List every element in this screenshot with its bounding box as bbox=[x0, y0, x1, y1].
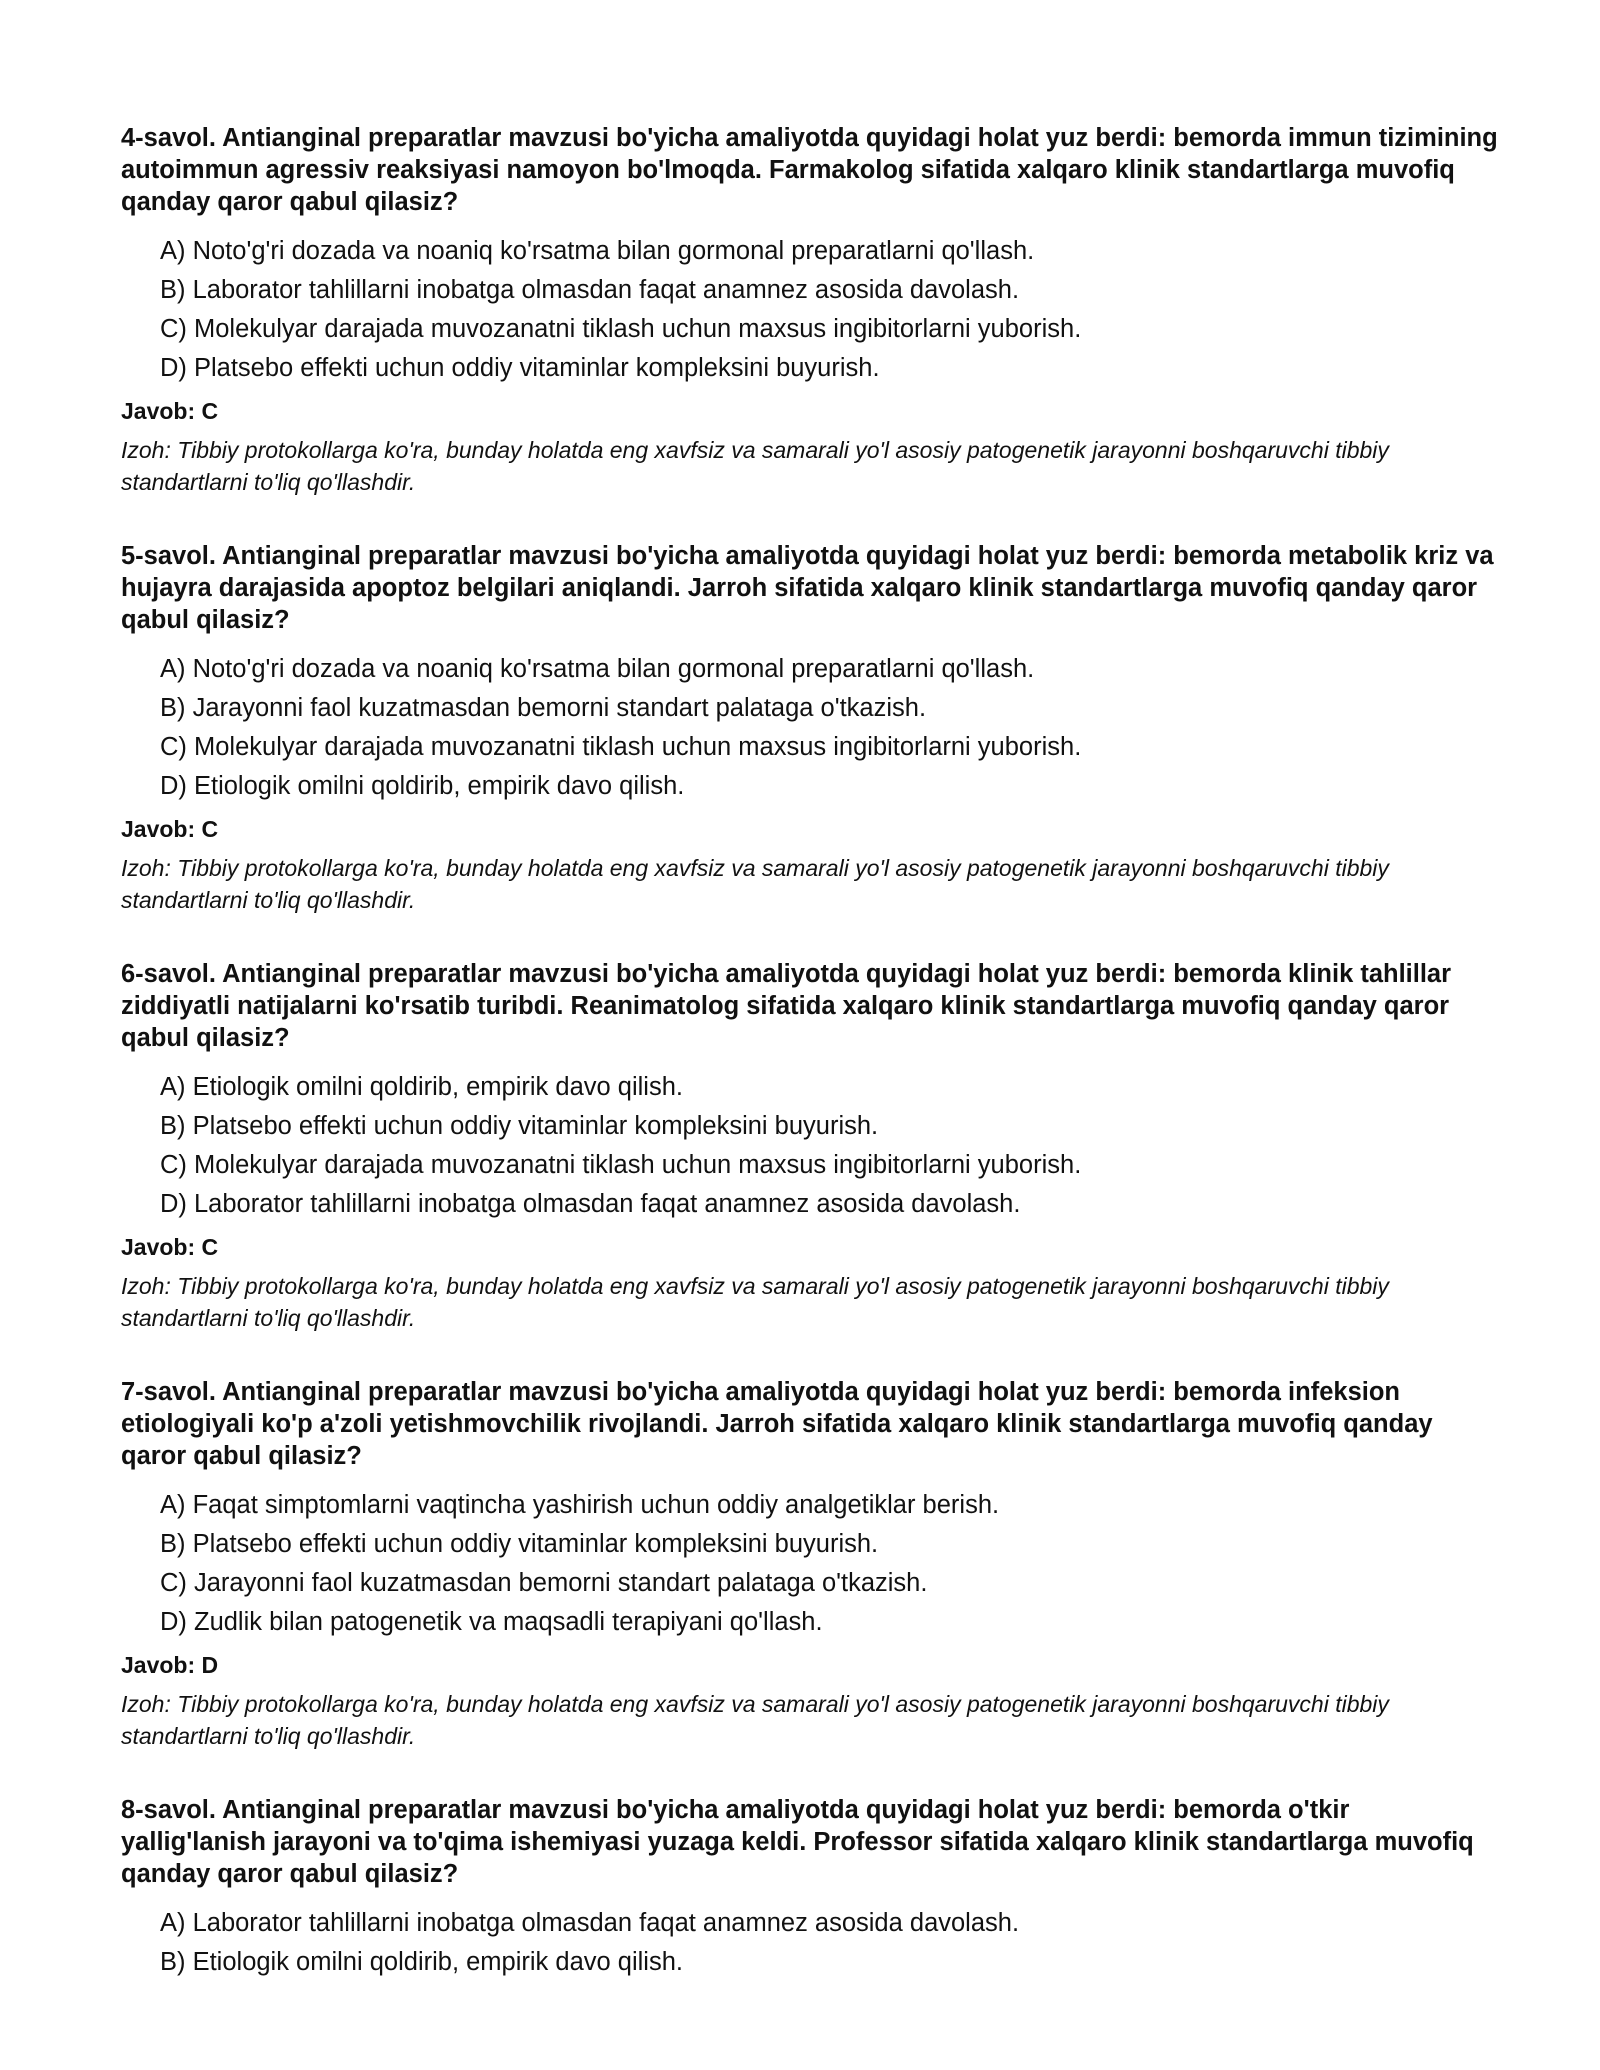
option-b: B) Platsebo effekti uchun oddiy vitaminlar kompleksini buyurish. bbox=[160, 1530, 879, 1558]
option-a: A) Noto'g'ri dozada va noaniq ko'rsatma bilan gormonal preparatlarni qo'llash. bbox=[160, 655, 1035, 683]
option-b: B) Jarayonni faol kuzatmasdan bemorni standart palataga o'tkazish. bbox=[160, 694, 927, 722]
option-d: D) Etiologik omilni qoldirib, empirik davo qilish. bbox=[160, 772, 685, 800]
explanation-note: Izoh: Tibbiy protokollarga ko'ra, bunday holatda eng xavfsiz va samarali yo'l asosiy patogenetik jarayonni boshqaruvchi tibbiy standartlarni to'liq qo'llashdir. bbox=[121, 855, 1389, 913]
option-list bbox=[121, 232, 1501, 388]
option-c: C) Molekulyar darajada muvozanatni tiklash uchun maxsus ingibitorlarni yuborish. bbox=[160, 1151, 1082, 1179]
option-a: A) Noto'g'ri dozada va noaniq ko'rsatma bilan gormonal preparatlarni qo'llash. bbox=[160, 237, 1035, 265]
question-title: 5-savol. Antianginal preparatlar mavzusi bo'yicha amaliyotda quyidagi holat yuz berdi: bemorda metabolik kriz va hujayra darajasida apoptoz belgilari aniqlandi. Jarroh sifatida xalqaro klinik standartlarga muvofiq qanday qaror qabul qilasiz? bbox=[121, 542, 1494, 634]
question-title: 7-savol. Antianginal preparatlar mavzusi bo'yicha amaliyotda quyidagi holat yuz berdi: bemorda infeksion etiologiyali ko'p a'zoli yetishmovchilik rivojlandi. Jarroh sifatida xalqaro klinik standartlarga muvofiq qanday qaror qabul qilasiz? bbox=[121, 1378, 1433, 1470]
question-title: 4-savol. Antianginal preparatlar mavzusi bo'yicha amaliyotda quyidagi holat yuz berdi: bemorda immun tizimining autoimmun agressiv reaksiyasi namoyon bo'lmoqda. Farmakolog sifatida xalqaro klinik standartlarga muvofiq qanday qaror qabul qilasiz? bbox=[121, 124, 1498, 216]
option-c: C) Jarayonni faol kuzatmasdan bemorni standart palataga o'tkazish. bbox=[160, 1569, 928, 1597]
option-list bbox=[121, 650, 1501, 806]
document-page bbox=[121, 122, 1501, 1982]
question-7 bbox=[121, 1376, 1501, 1752]
question-title: 8-savol. Antianginal preparatlar mavzusi bo'yicha amaliyotda quyidagi holat yuz berdi: bemorda o'tkir yallig'lanish jarayoni va to'qima ishemiyasi yuzaga keldi. Professor sifatida xalqaro klinik standartlarga muvofiq qanday qaror qabul qilasiz? bbox=[121, 1796, 1474, 1888]
option-b: B) Platsebo effekti uchun oddiy vitaminlar kompleksini buyurish. bbox=[160, 1112, 879, 1140]
answer-label: Javob: C bbox=[121, 1234, 219, 1260]
option-a: A) Etiologik omilni qoldirib, empirik davo qilish. bbox=[160, 1073, 683, 1101]
question-8 bbox=[121, 1794, 1501, 1982]
explanation-note: Izoh: Tibbiy protokollarga ko'ra, bunday holatda eng xavfsiz va samarali yo'l asosiy patogenetik jarayonni boshqaruvchi tibbiy standartlarni to'liq qo'llashdir. bbox=[121, 437, 1389, 495]
explanation-note: Izoh: Tibbiy protokollarga ko'ra, bunday holatda eng xavfsiz va samarali yo'l asosiy patogenetik jarayonni boshqaruvchi tibbiy standartlarni to'liq qo'llashdir. bbox=[121, 1691, 1389, 1749]
option-c: C) Molekulyar darajada muvozanatni tiklash uchun maxsus ingibitorlarni yuborish. bbox=[160, 315, 1082, 343]
option-list bbox=[121, 1904, 1501, 1982]
option-a: A) Faqat simptomlarni vaqtincha yashirish uchun oddiy analgetiklar berish. bbox=[160, 1491, 1000, 1519]
option-d: D) Zudlik bilan patogenetik va maqsadli terapiyani qo'llash. bbox=[160, 1608, 823, 1636]
answer-label: Javob: C bbox=[121, 816, 219, 842]
question-5 bbox=[121, 540, 1501, 916]
question-title: 6-savol. Antianginal preparatlar mavzusi bo'yicha amaliyotda quyidagi holat yuz berdi: bemorda klinik tahlillar ziddiyatli natijalarni ko'rsatib turibdi. Reanimatolog sifatida xalqaro klinik standartlarga muvofiq qanday qaror qabul qilasiz? bbox=[121, 960, 1452, 1052]
option-b: B) Laborator tahlillarni inobatga olmasdan faqat anamnez asosida davolash. bbox=[160, 276, 1020, 304]
option-b: B) Etiologik omilni qoldirib, empirik davo qilish. bbox=[160, 1948, 683, 1976]
option-a: A) Laborator tahlillarni inobatga olmasdan faqat anamnez asosida davolash. bbox=[160, 1909, 1020, 1937]
option-d: D) Laborator tahlillarni inobatga olmasdan faqat anamnez asosida davolash. bbox=[160, 1190, 1021, 1218]
option-c: C) Molekulyar darajada muvozanatni tiklash uchun maxsus ingibitorlarni yuborish. bbox=[160, 733, 1082, 761]
question-6 bbox=[121, 958, 1501, 1334]
question-4 bbox=[121, 122, 1501, 498]
answer-label: Javob: C bbox=[121, 398, 219, 424]
option-list bbox=[121, 1068, 1501, 1224]
explanation-note: Izoh: Tibbiy protokollarga ko'ra, bunday holatda eng xavfsiz va samarali yo'l asosiy patogenetik jarayonni boshqaruvchi tibbiy standartlarni to'liq qo'llashdir. bbox=[121, 1273, 1389, 1331]
answer-label: Javob: D bbox=[121, 1652, 219, 1678]
option-d: D) Platsebo effekti uchun oddiy vitaminlar kompleksini buyurish. bbox=[160, 354, 880, 382]
option-list bbox=[121, 1486, 1501, 1642]
